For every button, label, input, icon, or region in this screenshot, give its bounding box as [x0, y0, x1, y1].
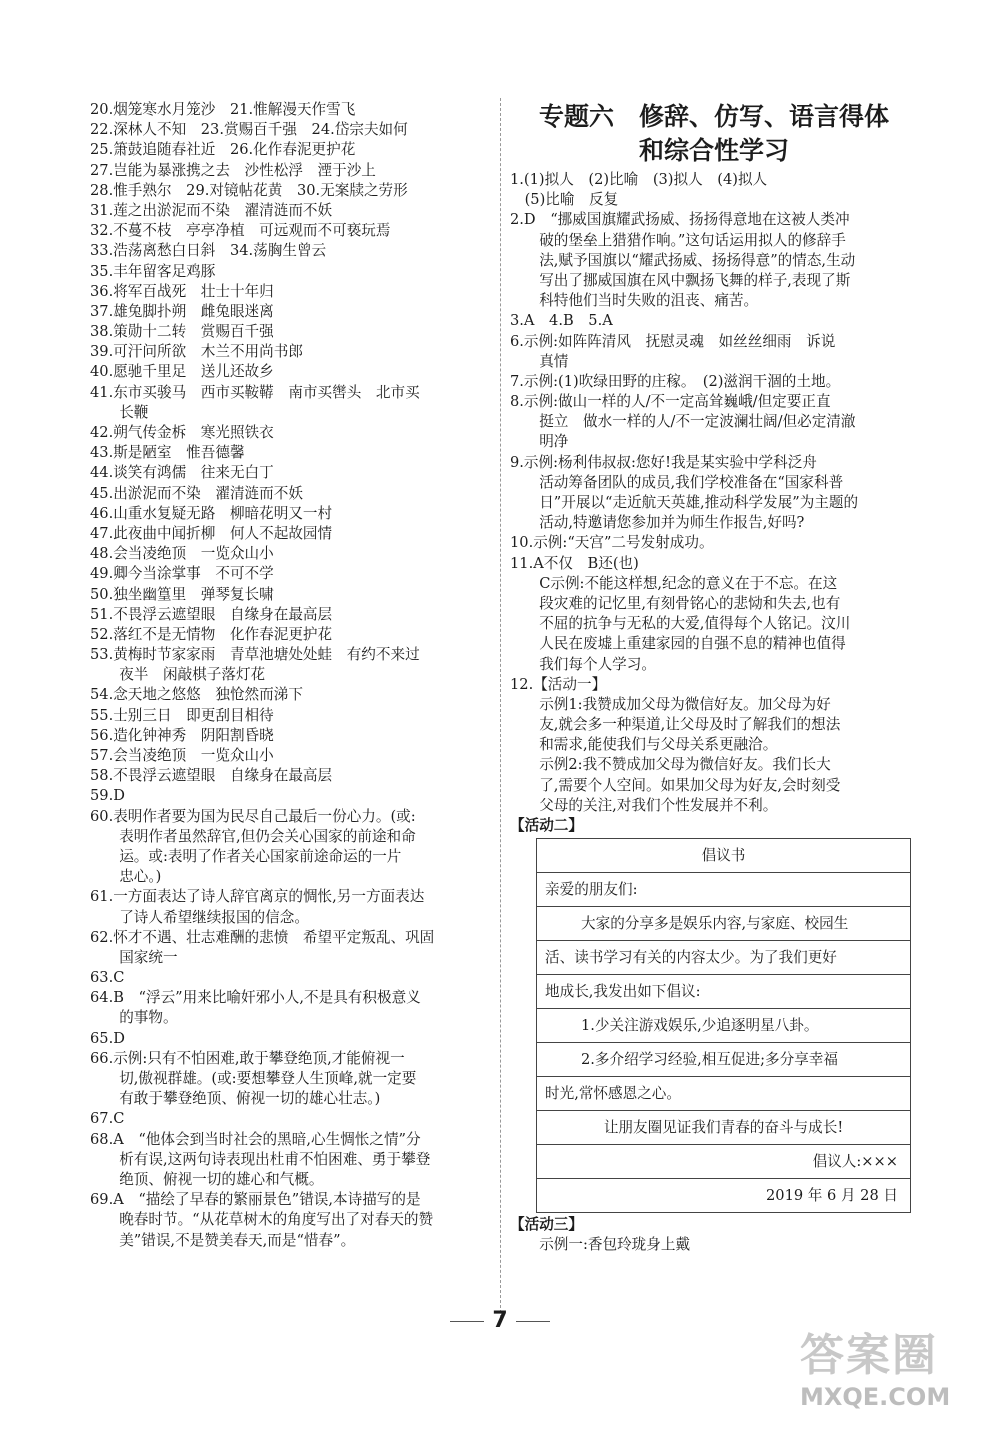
- answer-line: 析有误,这两句诗表现出杜甫不怕困难、勇于攀登: [90, 1150, 431, 1168]
- answer-line: 2.D “挪威国旗耀武扬威、扬扬得意地在这被人类冲: [510, 211, 850, 229]
- answer-line: 的事物。: [90, 1009, 178, 1027]
- answer-line: 法,赋予国旗以“耀武扬威、扬扬得意”的情态,生动: [510, 251, 856, 269]
- answer-line: 65.D: [90, 1029, 125, 1047]
- answer-line: 43.斯是陋室 惟吾德馨: [90, 444, 245, 462]
- answer-line: 49.卿今当涂掌事 不可不学: [90, 565, 274, 583]
- section-title: 专题六 修辞、仿写、语言得体: [538, 102, 889, 131]
- answer-line: 活动,特邀请您参加并为师生作报告,好吗?: [510, 514, 805, 532]
- answer-line: 长鞭: [90, 403, 149, 421]
- activity1-line: 示例1:我赞成加父母为微信好友。加父母为好: [510, 695, 831, 713]
- answer-line: 段灾难的记忆里,有刻骨铭心的悲恸和失去,也有: [510, 594, 841, 612]
- answer-line: 晚春时节。“从花草树木的角度写出了对春天的赞: [90, 1211, 434, 1229]
- answer-line: 6.示例:如阵阵清风 抚慰灵魂 如丝丝细雨 诉说: [510, 332, 836, 350]
- section-subtitle: 和综合性学习: [638, 136, 789, 165]
- answer-line: 有敢于攀登绝顶、俯视一切的雄心壮志。): [90, 1090, 381, 1108]
- proposal-date: 2019 年 6 月 28 日: [537, 1179, 911, 1213]
- answer-line: 67.C: [90, 1110, 125, 1128]
- proposal-title: 倡议书: [537, 839, 911, 873]
- answer-line: 39.可汗问所欲 木兰不用尚书郎: [90, 343, 303, 361]
- activity1-text: [510, 695, 918, 816]
- activity2-label: 【活动二】: [510, 817, 583, 834]
- answer-line: 运。或:表明了作者关心国家前途命运的一片: [90, 847, 402, 865]
- answer-line: 68.A “他体会到当时社会的黑暗,心生惆怅之情”分: [90, 1130, 421, 1148]
- watermark-top: 答案圈: [800, 1330, 938, 1381]
- answer-line: 58.不畏浮云遮望眼 自缘身在最高层: [90, 767, 333, 785]
- proposal-item-2b: 时光,常怀感恩之心。: [537, 1077, 911, 1111]
- watermark-logo: [800, 1330, 990, 1420]
- left-column: [90, 100, 495, 1251]
- answers-1-11: [510, 170, 918, 675]
- answer-line: (5)比喻 反复: [510, 191, 619, 209]
- answer-line: 挺立 做水一样的人/不一定波澜壮阔/但必定清澈: [510, 413, 856, 431]
- answer-line: 写出了挪威国旗在风中飘扬飞舞的样子,表现了斯: [510, 271, 851, 289]
- footer-dash-left: [450, 1321, 484, 1322]
- answer-line: 40.愿驰千里足 送儿还故乡: [90, 363, 274, 381]
- answer-line: 38.策勋十二转 赏赐百千强: [90, 323, 274, 341]
- q12-activity1-label: 12.【活动一】: [510, 675, 607, 693]
- proposal-body-2: 活、读书学习有关的内容太少。为了我们更好: [537, 941, 911, 975]
- answer-line: 48.会当凌绝顶 一览众山小: [90, 545, 274, 563]
- answer-line: 44.谈笑有鸿儒 往来无白丁: [90, 464, 274, 482]
- answer-line: 8.示例:做山一样的人/不一定高耸巍峨/但定要正直: [510, 393, 831, 411]
- proposal-item-2: 2.多介绍学习经验,相互促进;多分享幸福: [537, 1043, 911, 1077]
- answer-line: 42.朔气传金柝 寒光照铁衣: [90, 424, 274, 441]
- proposal-table: [536, 838, 911, 1213]
- answer-line: 了诗人希望继续报国的信念。: [90, 908, 309, 926]
- answer-line: 47.此夜曲中闻折柳 何人不起故园情: [90, 524, 333, 542]
- proposal-body-1: 大家的分享多是娱乐内容,与家庭、校园生: [537, 907, 911, 941]
- answer-line: 11.A不仅 B还(也): [510, 554, 639, 572]
- answer-line: 41.东市买骏马 西市买鞍鞯 南市买辔头 北市买: [90, 383, 420, 401]
- answer-line: 53.黄梅时节家家雨 青草池塘处处蛙 有约不来过: [90, 646, 420, 664]
- answer-line: 28.惟手熟尔 29.对镜帖花黄 30.无案牍之劳形: [90, 181, 408, 199]
- answer-line: 56.造化钟神秀 阴阳割昏晓: [90, 726, 274, 744]
- answer-line: 36.将军百战死 壮士十年归: [90, 282, 274, 300]
- answer-line: 54.念天地之悠悠 独怆然而涕下: [90, 686, 303, 704]
- answer-line: 59.D: [90, 787, 125, 805]
- answer-line: 不屈的抗争与无私的大爱,值得每个人铭记。汶川: [510, 615, 851, 633]
- answer-line: 46.山重水复疑无路 柳暗花明又一村: [90, 504, 333, 522]
- answer-line: 破的堡垒上猎猎作响。”这句话运用拟人的修辞手: [510, 231, 846, 249]
- answer-line: 33.浩荡离愁白日斜 34.荡胸生曾云: [90, 242, 327, 260]
- answer-line: 57.会当凌绝顶 一览众山小: [90, 747, 274, 764]
- answer-line: 真情: [510, 352, 569, 370]
- answer-line: 64.B “浮云”用来比喻奸邪小人,不是具有积极意义: [90, 989, 421, 1007]
- answer-line: 明净: [510, 433, 569, 451]
- activity1-line: 示例2:我不赞成加父母为微信好友。我们长大: [510, 756, 831, 774]
- proposal-signer: 倡议人:×××: [537, 1145, 911, 1179]
- answer-line: 27.岂能为暴涨携之去 沙性松浮 湮于沙上: [90, 161, 376, 179]
- activity1-line: 和需求,能使我们与父母关系更融洽。: [510, 736, 778, 754]
- answer-line: 活动筹备团队的成员,我们学校准备在“国家科普: [510, 473, 844, 491]
- answer-line: 人民在废墟上重建家园的自强不息的精神也值得: [510, 635, 846, 653]
- answer-line: 55.士别三日 即更刮目相待: [90, 706, 274, 724]
- answer-line: 35.丰年留客足鸡豚: [90, 262, 216, 280]
- column-divider: [500, 98, 501, 1318]
- activity3-label: 【活动三】: [510, 1216, 583, 1234]
- answer-line: 60.表明作者要为国为民尽自己最后一份心力。(或:: [90, 807, 416, 825]
- answer-line: C示例:不能这样想,纪念的意义在于不忘。在这: [510, 574, 838, 592]
- proposal-closing: 让朋友圈见证我们青春的奋斗与成长!: [537, 1111, 911, 1145]
- answer-line: 切,傲视群雄。(或:要想攀登人生顶峰,就一定要: [90, 1070, 417, 1087]
- answer-line: 20.烟笼寒水月笼沙 21.惟解漫天作雪飞: [90, 101, 356, 118]
- right-column: [510, 100, 918, 1256]
- answer-line: 63.C: [90, 969, 125, 987]
- proposal-body-3: 地成长,我发出如下倡议:: [537, 975, 911, 1009]
- answer-line: 61.一方面表达了诗人辞官离京的惆怅,另一方面表达: [90, 888, 425, 906]
- answer-line: 1.(1)拟人 (2)比喻 (3)拟人 (4)拟人: [510, 171, 768, 188]
- proposal-item-1: 1.少关注游戏娱乐,少追逐明星八卦。: [537, 1009, 911, 1043]
- answer-line: 31.莲之出淤泥而不染 濯清涟而不妖: [90, 201, 333, 219]
- answer-line: 51.不畏浮云遮望眼 自缘身在最高层: [90, 605, 333, 623]
- answer-line: 绝顶、俯视一切的雄心和气概。: [90, 1170, 324, 1188]
- page-number: 7: [492, 1308, 508, 1333]
- answer-line: 表明作者虽然辞官,但仍会关心国家的前途和命: [90, 827, 416, 845]
- answer-line: 50.独坐幽篁里 弹琴复长啸: [90, 585, 274, 603]
- answer-line: 科特他们当时失败的沮丧、痛苦。: [510, 292, 759, 310]
- activity3-text: 示例一:香包玲珑身上戴: [510, 1236, 691, 1254]
- activity1-line: 友,就会多一种渠道,让父母及时了解我们的想法: [510, 716, 841, 734]
- answer-line: 夜半 闲敲棋子落灯花: [90, 666, 266, 684]
- answer-line: 62.怀才不遇、壮志难酬的悲愤 希望平定叛乱、巩固: [90, 928, 435, 946]
- answer-line: 3.A 4.B 5.A: [510, 312, 613, 330]
- footer-dash-right: [516, 1321, 550, 1322]
- answer-line: 9.示例:杨利伟叔叔:您好!我是某实验中学科泛舟: [510, 453, 817, 471]
- answer-line: 69.A “描绘了早春的繁丽景色”错误,本诗描写的是: [90, 1191, 421, 1209]
- answer-line: 66.示例:只有不怕困难,敢于攀登绝顶,才能俯视一: [90, 1049, 405, 1067]
- answer-line: 国家统一: [90, 948, 178, 966]
- answer-line: 37.雄兔脚扑朔 雌兔眼迷离: [90, 302, 274, 320]
- answer-line: 22.深林人不知 23.赏赐百千强 24.岱宗夫如何: [90, 121, 408, 139]
- answer-line: 10.示例:“天宫”二号发射成功。: [510, 534, 714, 552]
- answer-line: 32.不蔓不枝 亭亭净植 可远观而不可亵玩焉: [90, 222, 391, 240]
- answer-line: 7.示例:(1)吹绿田野的庄稼。 (2)滋润干涸的土地。: [510, 372, 841, 390]
- answer-line: 52.落红不是无情物 化作春泥更护花: [90, 625, 333, 643]
- proposal-greeting: 亲爱的朋友们:: [537, 873, 911, 907]
- activity1-line: 了,需要个人空间。如果加父母为好友,会时刻受: [510, 776, 841, 794]
- answer-line: 美”错误,不是赞美春天,而是“惜春”。: [90, 1231, 356, 1249]
- answer-line: 25.箫鼓追随春社近 26.化作春泥更护花: [90, 141, 356, 159]
- answer-line: 45.出淤泥而不染 濯清涟而不妖: [90, 484, 303, 502]
- activity1-line: 父母的关注,对我们个性发展并不利。: [510, 796, 778, 814]
- watermark-bottom: MXQE.COM: [800, 1383, 951, 1411]
- answer-line: 日”开展以“走近航天英雄,推动科学发展”为主题的: [510, 494, 859, 511]
- answer-line: 我们每个人学习。: [510, 655, 656, 673]
- answer-line: 忠心。): [90, 868, 162, 886]
